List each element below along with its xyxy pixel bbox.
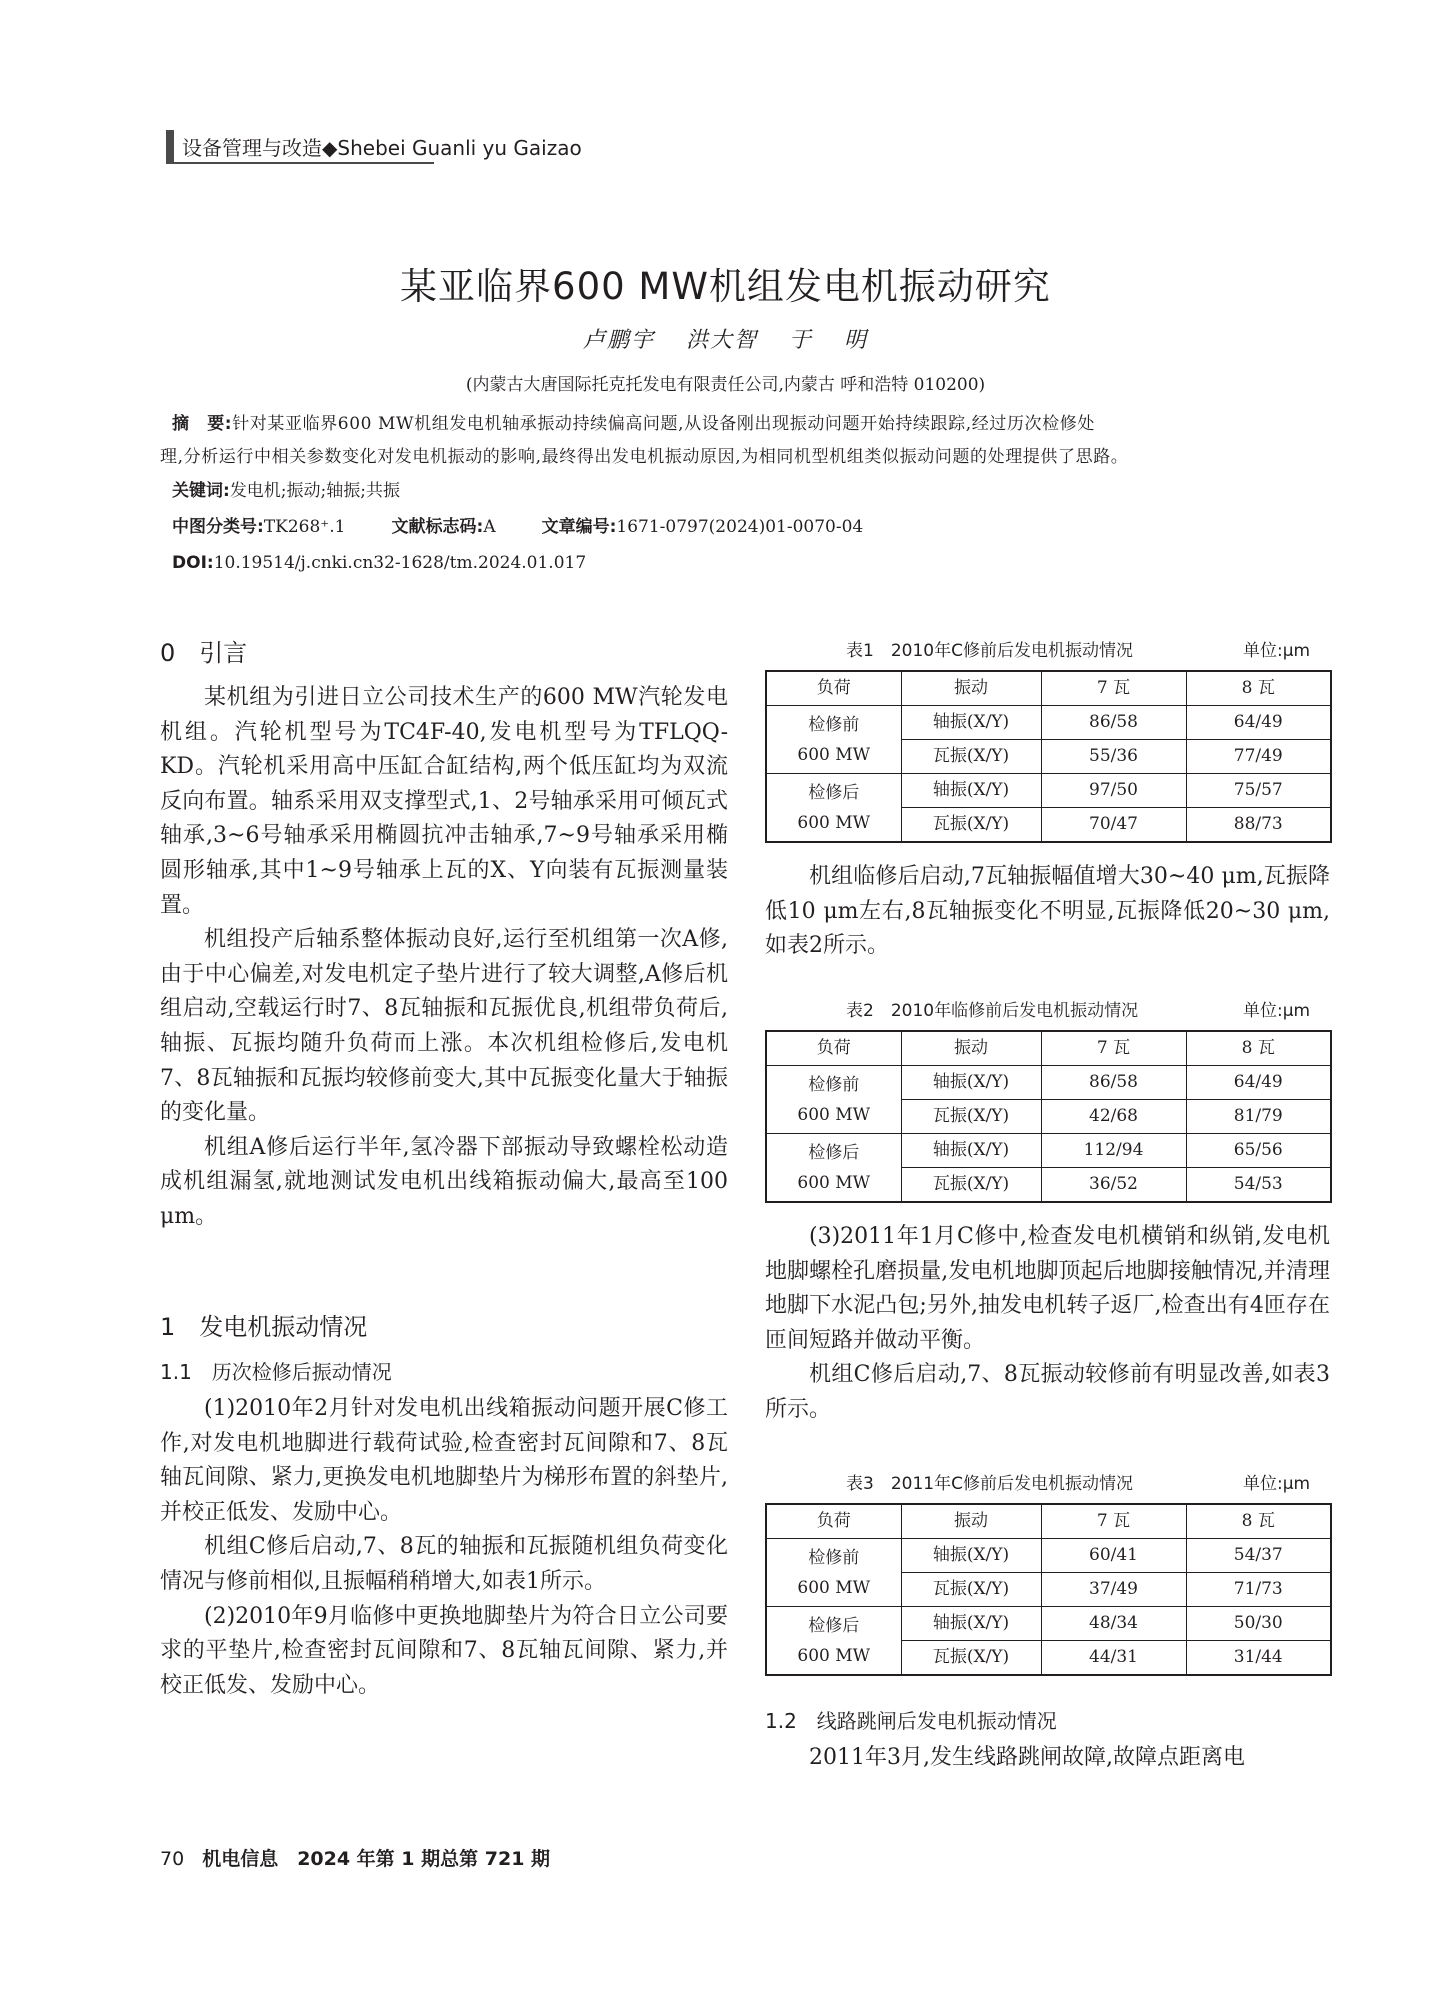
- doi-value: 10.19514/j.cnki.cn32-1628/tm.2024.01.017: [213, 553, 587, 573]
- doc-code-label: 文献标志码:: [391, 517, 484, 537]
- clc-label: 中图分类号:: [172, 517, 264, 537]
- load-group-label: 检修后: [808, 782, 860, 803]
- table-header-row: [766, 1031, 1331, 1066]
- abstract-line-1: 针对某亚临界600 MW机组发电机轴承振动持续偏高问题,从设备刚出现振动问题开始持续跟踪,经过历次检修处: [232, 414, 1095, 434]
- left-column-block-2: [160, 1392, 728, 1703]
- table-2: [765, 1030, 1332, 1203]
- value-cell: 54/37: [1186, 1539, 1331, 1573]
- table-row: [766, 774, 1331, 808]
- value-cell: 81/79: [1186, 1100, 1331, 1134]
- paragraph: 机组投产后轴系整体振动良好,运行至机组第一次A修,由于中心偏差,对发电机定子垫片进行了较大调整,A修后机组启动,空载运行时7、8瓦轴振和瓦振优良,机组带负荷后,轴振、瓦振均随升负荷而上涨。本次机组检修后,发电机7、8瓦轴振和瓦振均较修前变大,其中瓦振变化量大于轴振的变化量。: [160, 927, 728, 1126]
- table-header-cell: 负荷: [766, 1031, 901, 1066]
- load-group-cell: [766, 1134, 901, 1203]
- section-heading-intro: 0 引言: [160, 639, 248, 667]
- paragraph: (3)2011年1月C修中,检查发电机横销和纵销,发电机地脚螺栓孔磨损量,发电机地脚顶起后地脚接触情况,并清理地脚下水泥凸包;另外,抽发电机转子返厂,检查出有4匝存在匝间短路并做动平衡。: [765, 1224, 1330, 1353]
- paragraph: 机组C修后启动,7、8瓦振动较修前有明显改善,如表3所示。: [765, 1362, 1330, 1422]
- paragraph: 机组临修后启动,7瓦轴振幅值增大30~40 μm,瓦振降低10 μm左右,8瓦轴振变化不明显,瓦振降低20~30 μm,如表2所示。: [765, 864, 1330, 959]
- table-header-cell: 振动: [901, 671, 1041, 706]
- value-cell: 70/47: [1041, 808, 1186, 843]
- article-title: 某亚临界600 MW机组发电机振动研究: [400, 265, 1051, 308]
- paragraph: 机组A修后运行半年,氢冷器下部振动导致螺栓松动造成机组漏氢,就地测试发电机出线箱振动偏大,最高至100 μm。: [160, 1134, 728, 1229]
- load-group-value: 600 MW: [797, 1172, 871, 1193]
- vibration-type-cell: 瓦振(X/Y): [901, 1573, 1041, 1607]
- right-column-block-2: [765, 1220, 1330, 1428]
- abstract-line-2: 理,分析运行中相关参数变化对发电机振动的影响,最终得出发电机振动原因,为相同机型机组类似振动问题的处理提供了思路。: [160, 447, 1129, 467]
- value-cell: 55/36: [1041, 740, 1186, 774]
- keywords-text: 发电机;振动;轴振;共振: [229, 481, 400, 501]
- load-group-label: 检修后: [808, 1615, 860, 1636]
- keywords: [172, 475, 1332, 508]
- table-3: [765, 1503, 1332, 1676]
- table-1-unit: 单位:μm: [1243, 641, 1311, 661]
- abstract: [160, 408, 1332, 474]
- table-row: [766, 706, 1331, 740]
- section-marker-bar: [166, 130, 174, 162]
- vibration-type-cell: 瓦振(X/Y): [901, 740, 1041, 774]
- vibration-type-cell: 瓦振(X/Y): [901, 808, 1041, 843]
- vibration-type-cell: 瓦振(X/Y): [901, 1100, 1041, 1134]
- load-group-cell: [766, 706, 901, 774]
- page-footer: [160, 1844, 550, 1871]
- value-cell: 48/34: [1041, 1607, 1186, 1641]
- paragraph: (2)2010年9月临修中更换地脚垫片为符合日立公司要求的平垫片,检查密封瓦间隙和7、8瓦轴瓦间隙、紧力,并校正低发、发励中心。: [160, 1603, 728, 1698]
- paragraph: 机组C修后启动,7、8瓦的轴振和瓦振随机组负荷变化情况与修前相似,且振幅稍稍增大,如表1所示。: [160, 1534, 728, 1594]
- left-column-block-1: [160, 681, 728, 1235]
- load-group-value: 600 MW: [797, 1104, 871, 1125]
- table-header-cell: 8 瓦: [1186, 1031, 1331, 1066]
- value-cell: 75/57: [1186, 774, 1331, 808]
- table-header-cell: 负荷: [766, 671, 901, 706]
- value-cell: 42/68: [1041, 1100, 1186, 1134]
- vibration-type-cell: 轴振(X/Y): [901, 1066, 1041, 1100]
- subsection-heading-1-1: 1.1 历次检修后振动情况: [160, 1360, 392, 1384]
- paragraph: 2011年3月,发生线路跳闸故障,故障点距离电: [809, 1745, 1245, 1770]
- value-cell: 86/58: [1041, 1066, 1186, 1100]
- load-group-value: 600 MW: [797, 744, 871, 765]
- load-group-cell: [766, 1066, 901, 1134]
- load-group-cell: [766, 1539, 901, 1607]
- table-header-cell: 振动: [901, 1031, 1041, 1066]
- value-cell: 97/50: [1041, 774, 1186, 808]
- header-underline: [166, 162, 434, 164]
- table-row: [766, 1066, 1331, 1100]
- journal-issue: 机电信息 2024 年第 1 期总第 721 期: [202, 1848, 551, 1870]
- table-header-cell: 8 瓦: [1186, 1504, 1331, 1539]
- value-cell: 88/73: [1186, 808, 1331, 843]
- right-column-block-3: [765, 1741, 1330, 1776]
- article-number-value: 1671-0797(2024)01-0070-04: [616, 517, 864, 537]
- section-name-en: Shebei Guanli yu Gaizao: [337, 136, 582, 160]
- value-cell: 54/53: [1186, 1168, 1331, 1203]
- table-header-cell: 8 瓦: [1186, 671, 1331, 706]
- doi-line: [172, 547, 1332, 580]
- table-2-unit: 单位:μm: [1243, 1001, 1311, 1021]
- section-heading-1: 1 发电机振动情况: [160, 1313, 368, 1341]
- vibration-type-cell: 轴振(X/Y): [901, 774, 1041, 808]
- table-3-caption: 表3 2011年C修前后发电机振动情况: [846, 1474, 1133, 1494]
- table-1: [765, 670, 1332, 843]
- paragraph: (1)2010年2月针对发电机出线箱振动问题开展C修工作,对发电机地脚进行载荷试验,检查密封瓦间隙和7、8瓦轴瓦间隙、紧力,更换发电机地脚垫片为梯形布置的斜垫片,并校正低发、发励中心。: [160, 1396, 728, 1525]
- section-name-cn: 设备管理与改造: [182, 136, 322, 160]
- load-group-cell: [766, 1607, 901, 1676]
- paragraph: 某机组为引进日立公司技术生产的600 MW汽轮发电机组。汽轮机型号为TC4F-40,发电机型号为TFLQQ-KD。汽轮机采用高中压缸合缸结构,两个低压缸均为双流反向布置。轴系采用双支撑型式,1、2号轴承采用可倾瓦式轴承,3~6号轴承采用椭圆抗冲击轴承,7~9号轴承采用椭圆形轴承,其中1~9号轴承上瓦的X、Y向装有瓦振测量装置。: [160, 685, 728, 918]
- vibration-type-cell: 轴振(X/Y): [901, 1607, 1041, 1641]
- load-group-value: 600 MW: [797, 1645, 871, 1666]
- vibration-type-cell: 轴振(X/Y): [901, 706, 1041, 740]
- load-group-value: 600 MW: [797, 812, 871, 833]
- value-cell: 37/49: [1041, 1573, 1186, 1607]
- load-group-label: 检修前: [808, 714, 860, 735]
- table-row: [766, 1539, 1331, 1573]
- table-header-cell: 7 瓦: [1041, 1031, 1186, 1066]
- value-cell: 44/31: [1041, 1641, 1186, 1676]
- load-group-value: 600 MW: [797, 1577, 871, 1598]
- clc-value: TK268⁺.1: [263, 517, 346, 537]
- vibration-type-cell: 轴振(X/Y): [901, 1539, 1041, 1573]
- table-1-caption: 表1 2010年C修前后发电机振动情况: [846, 641, 1133, 661]
- table-header-cell: 振动: [901, 1504, 1041, 1539]
- table-3-unit: 单位:μm: [1243, 1474, 1311, 1494]
- doc-code-value: A: [483, 517, 496, 537]
- abstract-label: 摘 要:: [172, 414, 233, 434]
- value-cell: 65/56: [1186, 1134, 1331, 1168]
- value-cell: 112/94: [1041, 1134, 1186, 1168]
- load-group-label: 检修前: [808, 1074, 860, 1095]
- vibration-type-cell: 瓦振(X/Y): [901, 1641, 1041, 1676]
- authors: 卢鹏宇 洪大智 于 明: [583, 328, 868, 353]
- vibration-type-cell: 瓦振(X/Y): [901, 1168, 1041, 1203]
- table-header-row: [766, 1504, 1331, 1539]
- right-column-block-1: [765, 860, 1330, 964]
- table-row: [766, 1607, 1331, 1641]
- doi-label: DOI:: [172, 553, 214, 573]
- keywords-label: 关键词:: [172, 481, 230, 501]
- page-number: 70: [160, 1848, 185, 1870]
- value-cell: 50/30: [1186, 1607, 1331, 1641]
- value-cell: 64/49: [1186, 706, 1331, 740]
- table-header-cell: 负荷: [766, 1504, 901, 1539]
- value-cell: 36/52: [1041, 1168, 1186, 1203]
- table-row: [766, 1134, 1331, 1168]
- affiliation: (内蒙古大唐国际托克托发电有限责任公司,内蒙古 呼和浩特 010200): [465, 375, 986, 395]
- classification-line: [172, 511, 1332, 544]
- table-header-cell: 7 瓦: [1041, 671, 1186, 706]
- load-group-label: 检修前: [808, 1547, 860, 1568]
- value-cell: 31/44: [1186, 1641, 1331, 1676]
- load-group-label: 检修后: [808, 1142, 860, 1163]
- value-cell: 77/49: [1186, 740, 1331, 774]
- value-cell: 86/58: [1041, 706, 1186, 740]
- load-group-cell: [766, 774, 901, 843]
- article-number-label: 文章编号:: [541, 517, 617, 537]
- value-cell: 64/49: [1186, 1066, 1331, 1100]
- vibration-type-cell: 轴振(X/Y): [901, 1134, 1041, 1168]
- subsection-heading-1-2: 1.2 线路跳闸后发电机振动情况: [765, 1709, 1057, 1733]
- value-cell: 71/73: [1186, 1573, 1331, 1607]
- table-2-caption: 表2 2010年临修前后发电机振动情况: [846, 1001, 1139, 1021]
- table-header-row: [766, 671, 1331, 706]
- table-header-cell: 7 瓦: [1041, 1504, 1186, 1539]
- diamond-icon: ◆: [322, 136, 338, 160]
- running-header: [182, 132, 582, 161]
- value-cell: 60/41: [1041, 1539, 1186, 1573]
